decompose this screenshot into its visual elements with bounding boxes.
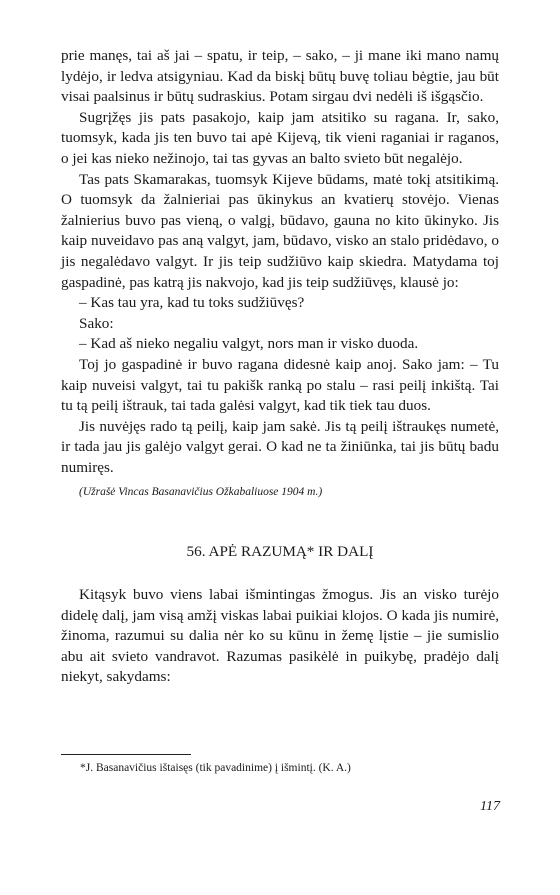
footnote-divider: [61, 754, 191, 755]
paragraph: Kitąsyk buvo viens labai išmintingas žmogus. Jis an visko turėjo didelę dalį, jam visą amžį viskas labai puikiai klojos. O kada jis numirė, žinoma, razumui su dalia nėr ko su kūnu in žemę lįstie – jie sumislio abu ait svieto vandravot. Razumas pasikėlė in puikybę, pradėjo dalį niekyt, sakydams:: [61, 586, 499, 686]
footnote: *J. Basanavičius ištaisęs (tik pavadinime) į išmintį. (K. A.): [80, 762, 351, 774]
body-text: [61, 46, 499, 688]
section-heading: 56. APĖ RAZUMĄ* IR DALĮ: [186, 543, 374, 561]
dialogue-line: Sako:: [79, 314, 114, 332]
paragraph: prie manęs, tai aš jai – spatu, ir teip, – sako, – ji mane iki mano namų lydėjo, ir ledva atsigyniau. Kad da biskį būtų buvę toliau bėgtie, jau būt visai paalsinus ir būtų sudraskius. Potam sirgau dvi nedėli iš išgąsčio.: [61, 47, 499, 106]
dialogue-line: – Kad aš nieko negaliu valgyt, nors man ir visko duoda.: [79, 335, 419, 353]
dialogue-line: – Kas tau yra, kad tu toks sudžiūvęs?: [79, 294, 305, 312]
paragraph: Tas pats Skamarakas, tuomsyk Kijeve būdams, matė tokį atsitikimą. O tuomsyk da žalnieriai pas ūkinykus an kvatierų stovėjo. Vienas žalnierius buvo pas vieną, o valgį, būdavo, gauna no kito ūkinyko. Jis kaip nuveidavo pas aną valgyt, jam, būdavo, visko an stalo pridėdavo, o jis negalėdavo valgyt. Ir jis teip sudžiūvo kaip skiedra. Matydama toj gaspadinė, pas katrą jis nakvojo, kad jis teip sudžiūvęs, klausė jo:: [61, 170, 499, 291]
paragraph: Jis nuvėjęs rado tą peilį, kaip jam sakė. Jis tą peilį ištraukęs numetė, ir tada jau jis galėjo valgyt gerai. O kad ne ta žiniūnka, tai jis būtų badu numiręs.: [61, 417, 499, 476]
page-number: 117: [480, 799, 500, 814]
source-note: (Užrašė Vincas Basanavičius Ožkabaliuose 1904 m.): [79, 486, 323, 499]
paragraph: Toj jo gaspadinė ir buvo ragana didesnė kaip anoj. Sako jam: – Tu kaip nuveisi valgyt, tai tu pakišk ranką po stalu – rasi peilį inkištą. Tai tu tą peilį ištrauk, tai tada galėsi valgyt, kad tik tiek tau duos.: [61, 355, 499, 415]
paragraph: Sugrįžęs jis pats pasakojo, kaip jam atsitiko su ragana. Ir, sako, tuomsyk, kada jis ten buvo tai apė Kijevą, tik vieni raganiai ir raganos, o jei kas nieko nežinojo, tai tas gyvas an balto svieto būt negalėjo.: [61, 108, 499, 167]
